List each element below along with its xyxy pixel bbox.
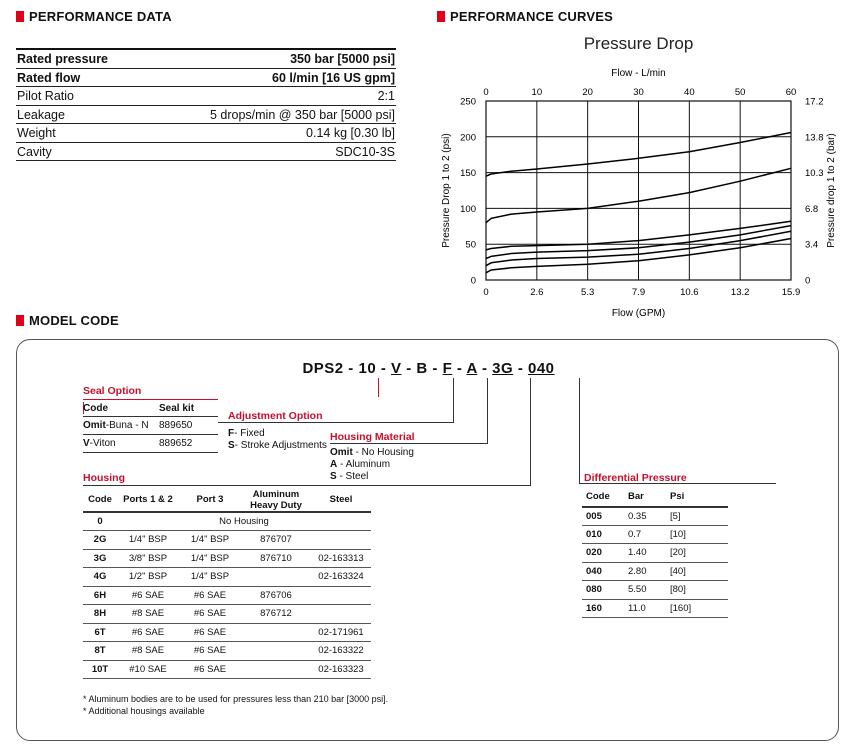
housing-cell: #8 SAE (117, 605, 179, 624)
housing-material-title: Housing Material (330, 431, 415, 443)
seal-col-kit: Seal kit (159, 403, 195, 414)
code-segment: - (513, 360, 528, 377)
red-square-icon (16, 11, 24, 22)
housing-cell: 1/4" BSP (179, 549, 241, 568)
differential-cell: 5.50 (624, 581, 666, 600)
connector-line (378, 378, 379, 397)
performance-data-heading: PERFORMANCE DATA (16, 9, 172, 24)
housing-cell (241, 660, 311, 679)
housing-code: 8T (83, 642, 117, 661)
red-square-icon (437, 11, 445, 22)
performance-data-row (16, 87, 396, 106)
differential-code: 005 (582, 507, 624, 526)
housing-cell: 02-163323 (311, 660, 371, 679)
housing-cell: 876707 (241, 531, 311, 550)
housing-material-row: A - Aluminum (330, 459, 391, 470)
housing-material-row: S - Steel (330, 471, 369, 482)
x-top-tick-label: 60 (785, 87, 797, 98)
housing-cell (311, 605, 371, 624)
housing-cell: 876712 (241, 605, 311, 624)
y-right-tick-label: 10.3 (805, 168, 824, 180)
housing-header: Steel (311, 488, 371, 512)
code-segment: - (343, 360, 359, 377)
housing-cell: #10 SAE (117, 660, 179, 679)
performance-curves-heading: PERFORMANCE CURVES (437, 9, 613, 24)
housing-cell (241, 623, 311, 642)
differential-code: 020 (582, 544, 624, 563)
housing-header: Code (83, 488, 117, 512)
differential-cell: [80] (666, 581, 728, 600)
x-bottom-tick-label: 0 (483, 287, 489, 298)
code-segment: DPS2 (302, 360, 344, 377)
performance-value: 60 l/min [16 US gpm] (272, 70, 395, 85)
seal-row-rule (83, 434, 218, 435)
y-right-tick-label: 17.2 (805, 96, 824, 108)
adjustment-connector (453, 378, 454, 423)
performance-data-row (16, 124, 396, 143)
model-code-heading: MODEL CODE (16, 313, 119, 328)
x-top-tick-label: 50 (734, 87, 746, 98)
differential-connector (579, 378, 580, 484)
housing-cell (311, 586, 371, 605)
differential-cell: [10] (666, 525, 728, 544)
code-segment: - (401, 360, 417, 377)
model-code-string (17, 360, 840, 377)
housing-cell (241, 642, 311, 661)
code-segment: B (416, 360, 428, 377)
housing-cell: 02-171961 (311, 623, 371, 642)
housing-code: 6T (83, 623, 117, 642)
differential-code: 080 (582, 581, 624, 600)
differential-code: 040 (582, 562, 624, 581)
x-bottom-tick-label: 2.6 (530, 287, 544, 298)
differential-header: Code (582, 488, 624, 507)
performance-value: SDC10-3S (335, 144, 395, 159)
y-left-tick-label: 200 (460, 132, 476, 144)
x-bottom-axis-label: Flow (GPM) (611, 308, 666, 319)
housing-note: * Additional housings available (83, 706, 205, 716)
model-code-panel (16, 339, 839, 741)
seal-row: V-Viton (83, 438, 116, 449)
y-right-tick-label: 13.8 (805, 132, 824, 144)
performance-value: 0.14 kg [0.30 lb] (306, 126, 395, 140)
housing-material-row: Omit - No Housing (330, 447, 414, 458)
seal-title-underline (83, 399, 218, 400)
code-segment: - (376, 360, 392, 377)
housing-cell: #6 SAE (179, 586, 241, 605)
code-segment: 040 (528, 360, 555, 377)
table-row (83, 549, 371, 568)
seal-option-block (83, 385, 141, 397)
housing-cell: 3/8" BSP (117, 549, 179, 568)
table-row (83, 660, 371, 679)
table-row (83, 642, 371, 661)
differential-cell: [40] (666, 562, 728, 581)
housing-cell: 02-163313 (311, 549, 371, 568)
performance-label: Rated flow (17, 70, 81, 85)
housing-title: Housing (83, 472, 125, 484)
x-bottom-tick-label: 7.9 (631, 287, 646, 298)
x-top-tick-label: 20 (582, 87, 593, 98)
differential-cell: [160] (666, 599, 728, 618)
differential-pressure-title: Differential Pressure (584, 472, 687, 484)
performance-value: 2:1 (377, 89, 395, 103)
performance-label: Rated pressure (17, 52, 109, 66)
differential-table-wrap (582, 488, 728, 618)
seal-row: Omit-Buna - N (83, 420, 149, 431)
table-row (83, 623, 371, 642)
x-bottom-tick-label: 5.3 (581, 287, 595, 298)
housing-cell: 876706 (241, 586, 311, 605)
x-bottom-tick-label: 15.9 (781, 287, 801, 298)
housing-cell: #6 SAE (117, 623, 179, 642)
table-row (83, 605, 371, 624)
seal-row-rule (83, 452, 218, 453)
code-segment: 10 (358, 360, 377, 377)
x-top-tick-label: 30 (633, 87, 644, 98)
differential-code: 160 (582, 599, 624, 618)
housing-cell: 1/4" BSP (179, 568, 241, 587)
differential-code: 010 (582, 525, 624, 544)
table-row (582, 599, 728, 618)
housing-cell: #6 SAE (179, 623, 241, 642)
housing-code: 8H (83, 605, 117, 624)
performance-data-row (16, 69, 396, 88)
table-row (582, 544, 728, 563)
pressure-drop-chart (430, 28, 840, 323)
y-right-tick-label: 0 (805, 275, 811, 287)
housing-code: 2G (83, 531, 117, 550)
table-row (83, 531, 371, 550)
seal-kit-value: 889652 (159, 438, 193, 449)
table-row (582, 525, 728, 544)
performance-label: Weight (17, 126, 56, 140)
housing-material-connector (487, 378, 488, 444)
housing-cell (311, 531, 371, 550)
table-row (83, 512, 371, 531)
adjustment-connector (218, 422, 454, 423)
y-left-tick-label: 0 (470, 275, 476, 287)
table-row (582, 581, 728, 600)
performance-data-row (16, 106, 396, 125)
code-segment: 3G (492, 360, 514, 377)
differential-pressure-table (582, 488, 728, 618)
seal-kit-value: 889650 (159, 420, 193, 431)
housing-cell: #6 SAE (179, 660, 241, 679)
y-right-tick-label: 6.8 (805, 203, 819, 215)
housing-note: * Aluminum bodies are to be used for pressures less than 210 bar [3000 psi]. (83, 694, 389, 704)
housing-cell: 1/4" BSP (179, 531, 241, 550)
code-segment: A (466, 360, 478, 377)
performance-data-table (16, 48, 396, 161)
code-segment: V (391, 360, 402, 377)
x-bottom-tick-label: 10.6 (680, 287, 699, 298)
table-row (83, 586, 371, 605)
housing-header: Port 3 (179, 488, 241, 512)
y-left-tick-label: 250 (460, 96, 476, 108)
differential-cell: 0.7 (624, 525, 666, 544)
housing-connector (530, 378, 531, 486)
adjustment-option-title: Adjustment Option (228, 410, 323, 422)
housing-header: Ports 1 & 2 (117, 488, 179, 512)
housing-code: 0 (83, 512, 117, 531)
differential-header: Psi (666, 488, 728, 507)
performance-value: 5 drops/min @ 350 bar [5000 psi] (209, 107, 395, 122)
housing-cell: No Housing (117, 512, 371, 531)
x-top-tick-label: 10 (531, 87, 543, 98)
table-row (83, 568, 371, 587)
performance-label: Cavity (17, 144, 52, 159)
performance-value: 350 bar [5000 psi] (290, 52, 395, 66)
code-segment: F (442, 360, 453, 377)
code-segment: - (452, 360, 467, 377)
housing-cell: 1/4" BSP (117, 531, 179, 550)
performance-data-row (16, 143, 396, 162)
housing-cell: #6 SAE (117, 586, 179, 605)
seal-header-rule (83, 416, 218, 417)
housing-cell: 02-163324 (311, 568, 371, 587)
housing-code: 10T (83, 660, 117, 679)
y-right-tick-label: 3.4 (805, 239, 819, 251)
y-left-tick-label: 100 (460, 203, 476, 215)
table-row (582, 507, 728, 526)
performance-label: Pilot Ratio (17, 89, 74, 103)
y-left-tick-label: 50 (465, 239, 476, 251)
y-right-axis-label: Pressure drop 1 to 2 (bar) (826, 133, 837, 248)
x-bottom-tick-label: 13.2 (730, 287, 750, 298)
chart-title: Pressure Drop (583, 34, 694, 53)
housing-table (83, 488, 371, 679)
differential-cell: [20] (666, 544, 728, 563)
housing-cell: 876710 (241, 549, 311, 568)
housing-connector (83, 485, 531, 486)
housing-cell (241, 568, 311, 587)
x-top-axis-label: Flow - L/min (611, 68, 666, 79)
y-left-axis-label: Pressure Drop 1 to 2 (psi) (441, 133, 452, 248)
housing-cell: #6 SAE (179, 642, 241, 661)
seal-col-code: Code (83, 403, 108, 414)
differential-header: Bar (624, 488, 666, 507)
housing-cell: #6 SAE (179, 605, 241, 624)
x-top-tick-label: 40 (684, 87, 695, 98)
code-segment: - (427, 360, 443, 377)
adjustment-row: S- Stroke Adjustments (228, 440, 327, 451)
housing-code: 4G (83, 568, 117, 587)
housing-code: 3G (83, 549, 117, 568)
housing-cell: 1/2" BSP (117, 568, 179, 587)
x-top-tick-label: 0 (483, 87, 489, 98)
differential-cell: [5] (666, 507, 728, 526)
differential-cell: 0.35 (624, 507, 666, 526)
housing-cell: #8 SAE (117, 642, 179, 661)
red-square-icon (16, 315, 24, 326)
housing-material-connector (330, 443, 488, 444)
housing-cell: 02-163322 (311, 642, 371, 661)
performance-data-row (16, 50, 396, 69)
y-left-tick-label: 150 (460, 168, 476, 180)
performance-label: Leakage (17, 107, 65, 122)
housing-table-wrap (83, 488, 371, 679)
seal-option-title: Seal Option (83, 385, 142, 397)
adjustment-row: F- Fixed (228, 428, 265, 439)
differential-cell: 11.0 (624, 599, 666, 618)
table-row (582, 562, 728, 581)
differential-cell: 2.80 (624, 562, 666, 581)
housing-header: Aluminum Heavy Duty (241, 488, 311, 512)
code-segment: - (477, 360, 493, 377)
differential-cell: 1.40 (624, 544, 666, 563)
housing-code: 6H (83, 586, 117, 605)
